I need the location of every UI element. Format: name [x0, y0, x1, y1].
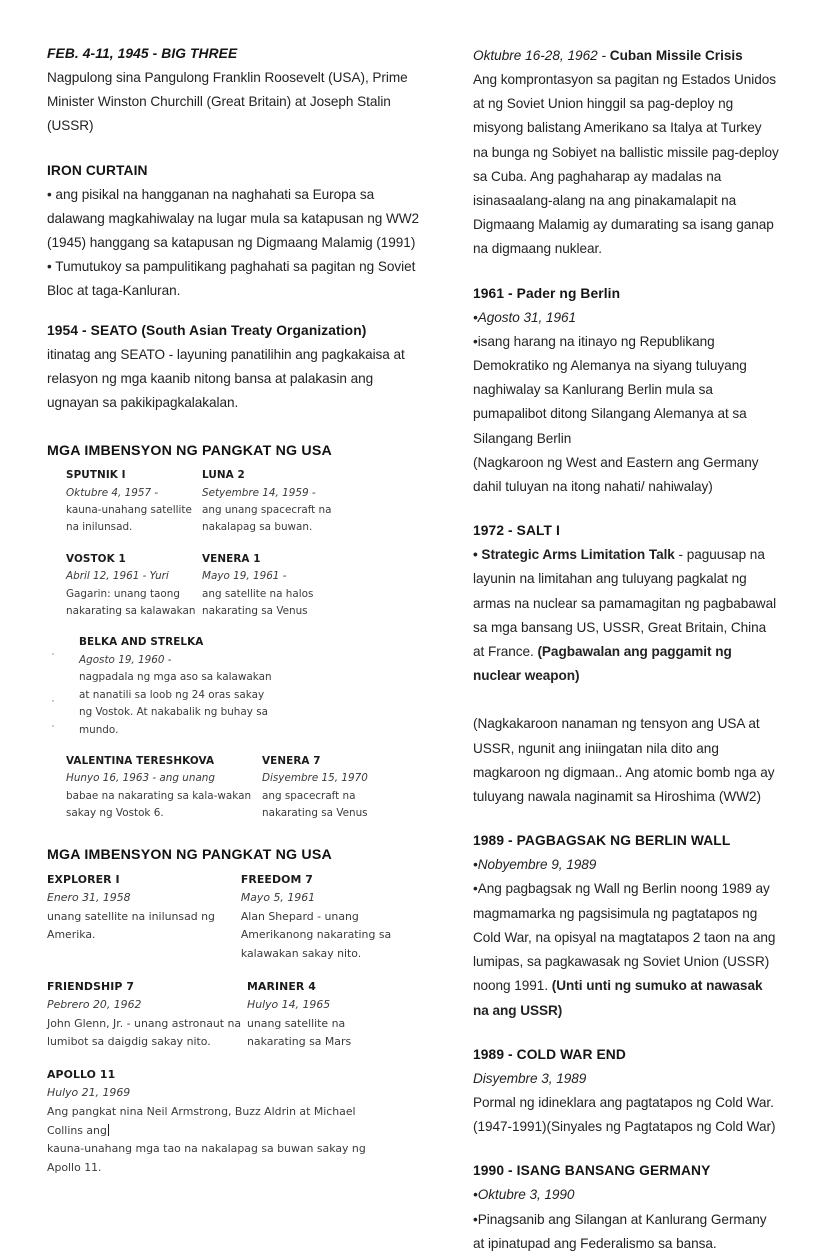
invention-cell [47, 1066, 387, 1178]
invention-description: Gagarin: unang taong nakarating sa kalawakan [66, 587, 196, 618]
table-row [47, 753, 425, 823]
section-heading-salt-one: 1972 - SALT I [473, 523, 560, 539]
inventions-grid-two [47, 871, 425, 1178]
section-heading-berlin-wall: 1989 - PAGBAGSAK NG BERLIN WALL [473, 833, 731, 849]
section-paragraph: Nagpulong sina Pangulong Franklin Roosevelt (USA), Prime Minister Winston Churchill (Great Britain) at Joseph Stalin (USSR) [47, 70, 408, 134]
table-title: MGA IMBENSYON NG PANGKAT NG USA [47, 846, 332, 863]
invention-name: VENERA 1 [202, 552, 261, 565]
invention-description [47, 1103, 387, 1140]
invention-cell [47, 978, 247, 1052]
section-paragraph: (Nagkaroon ng West and Eastern ang Germany dahil tuluyan na itong nahati/ nahiwalay) [473, 454, 759, 495]
section-salt-one [473, 521, 780, 809]
invention-date: Pebrero 20, 1962 [47, 998, 142, 1012]
section-heading-cuban-missile-crisis [473, 44, 780, 67]
section-pader-ng-berlin [473, 284, 780, 500]
section-paragraph [473, 543, 780, 688]
crisis-title: Cuban Missile Crisis [609, 48, 743, 63]
section-date-line: •Nobyembre 9, 1989 [473, 857, 597, 873]
invention-name: FRIENDSHIP 7 [47, 979, 135, 993]
invention-description-line-2: kauna-unahang mga tao na nakalapag sa buwan sakay ng Apollo 11. [47, 1142, 366, 1174]
invention-description: kauna-unahang satellite na inilunsad. [66, 504, 192, 534]
section-pagbagsak-ng-berlin-wall [473, 831, 780, 1022]
invention-cell [247, 978, 397, 1052]
section-paragraph: (Nagkakaroon nanaman ng tensyon ang USA at USSR, ngunit ang iniingatan nila dito ang magkaroon ng digmaan.. Ang atomic bomb nga ay tuluyang nawala naginamit sa Hiroshima (WW2) [473, 716, 775, 805]
invention-description-line-1: Ang pangkat nina Neil Armstrong, Buzz Aldrin at Michael Collins ang [47, 1105, 356, 1137]
section-seato [47, 321, 425, 416]
invention-date: Hulyo 21, 1969 [47, 1086, 131, 1100]
table-row [47, 1066, 425, 1178]
invention-date: Oktubre 4, 1957 - [66, 486, 159, 499]
invention-description: Alan Shepard - unang Amerikanong nakarating sa kalawakan sakay nito. [240, 909, 392, 960]
salt-body: - paguusap na layunin na limitahan ang tuluyang pagkalat ng armas na nuclear sa pamamagitan ng pagbabawal sa mga bansang US, USSR, Great Britain, China at France. [473, 547, 777, 660]
section-paragraph: itinatag ang SEATO - layuning panatilihin ang pagkakaisa at relasyon ng mga kaanib nitong bansa at palakasin ang ugnayan sa pakikipagkalakalan. [47, 346, 405, 411]
section-isang-bansang-germany [473, 1161, 780, 1256]
invention-date: Setyembre 14, 1959 - [202, 486, 316, 499]
invention-description: ang unang spacecraft na nakalapag sa buwan. [202, 504, 332, 534]
invention-cell [202, 551, 372, 621]
invention-name: VENERA 7 [262, 754, 321, 767]
wall-body: •Ang pagbagsak ng Wall ng Berlin noong 1989 ay magmamarka ng pagsisimula ng pagtatapos ng Cold War, na opisyal na magtatapos 2 taon na ang lumipas, sa pagkawasak ng Soviet Union (USSR) noong 1991. [473, 881, 776, 994]
invention-cell [66, 753, 262, 823]
salt-bold-tail: (Pagbawalan ang paggamit ng nuclear weapon) [473, 644, 732, 684]
scan-speck [52, 653, 54, 655]
section-date-line: •Oktubre 3, 1990 [473, 1187, 575, 1203]
section-paragraph: •Pinagsanib ang Silangan at Kanlurang Germany at ipinatupad ang Federalismo sa bansa. [473, 1211, 767, 1251]
invention-date: Disyembre 15, 1970 [262, 772, 368, 785]
invention-date: Mayo 19, 1961 - [202, 570, 287, 583]
wall-bold-tail: (Unti unti ng sumuko at nawasak na ang USSR) [473, 978, 763, 1018]
section-usa-inventions-table [47, 845, 425, 1178]
invention-name: VALENTINA TERESHKOVA [66, 754, 215, 767]
section-heading-pader-ng-berlin: 1961 - Pader ng Berlin [473, 285, 621, 301]
invention-description: John Glenn, Jr. - unang astronaut na lumibot sa daigdig sakay nito. [47, 1016, 242, 1049]
invention-cell [241, 871, 425, 964]
section-ussr-inventions-table [47, 441, 425, 822]
table-row [47, 978, 425, 1052]
text-cursor-caret [108, 1124, 109, 1136]
crisis-date: Oktubre 16-28, 1962 - [473, 48, 610, 63]
invention-description: nagpadala ng mga aso sa kalawakan at nanatili sa loob ng 24 oras sakay ng Vostok. At nakabalik ng buhay sa mundo. [79, 671, 272, 736]
invention-description: ang satellite na halos nakarating sa Venus [202, 587, 314, 618]
table-row [47, 467, 425, 537]
invention-description: ang spacecraft na nakarating sa Venus [262, 789, 368, 820]
section-heading-seato: 1954 - SEATO (South Asian Treaty Organization) [47, 322, 367, 338]
section-cuban-missile-crisis [473, 44, 780, 262]
invention-description: babae na nakarating sa kala-wakan sakay ng Vostok 6. [66, 789, 252, 820]
invention-name: SPUTNIK I [66, 469, 126, 482]
table-title: MGA IMBENSYON NG PANGKAT NG USA [47, 443, 332, 460]
invention-cell [202, 467, 372, 537]
left-column [47, 44, 433, 1174]
invention-cell [262, 753, 412, 823]
table-row [47, 634, 425, 738]
invention-cell [47, 871, 241, 964]
section-date-line: Disyembre 3, 1989 [473, 1070, 587, 1086]
right-column [433, 44, 780, 1251]
section-paragraph: • Tumutukoy sa pampulitikang paghahati sa pagitan ng Soviet Bloc at taga-Kanluran. [47, 259, 416, 299]
section-heading-big-three: FEB. 4-11, 1945 - BIG THREE [47, 46, 238, 61]
section-paragraph: Ang komprontasyon sa pagitan ng Estados Unidos at ng Soviet Union hinggil sa pag-deploy ng misyong balistang Amerikano sa Italya at Turkey na bunga ng Sobiyet na ballistic missile pag-deploy sa Cuba. Ang paghaharap ay madalas na isinasaalang-alang na ang pinakamalapit na Digmaang Malamig ay dumarating sa isang ganap na digmaang nuklear. [473, 72, 779, 257]
invention-description: unang satellite na nakarating sa Mars [247, 1016, 352, 1049]
section-big-three [47, 44, 425, 139]
scan-speck [52, 725, 54, 727]
invention-name: EXPLORER I [47, 872, 120, 886]
invention-cell [66, 467, 202, 537]
section-heading-iron-curtain: IRON CURTAIN [47, 162, 148, 178]
section-paragraph: •isang harang na itinayo ng Republikang Demokratiko ng Alemanya na siyang tuluyang naghiwalay sa Kanlurang Berlin mula sa pumapalibot ditong Silangang Alemanya at sa Silangang Berlin [473, 333, 747, 446]
section-paragraph: Pormal ng idineklara ang pagtatapos ng Cold War. (1947-1991)(Sinyales ng Pagtatapos ng Cold War) [473, 1094, 776, 1135]
invention-date: Mayo 5, 1961 [240, 891, 316, 905]
section-cold-war-end [473, 1045, 780, 1140]
inventions-grid-one [47, 467, 425, 822]
invention-name: VOSTOK 1 [66, 552, 126, 565]
section-date-line: •Agosto 31, 1961 [473, 309, 576, 325]
scan-speck [52, 700, 54, 702]
invention-date: Agosto 19, 1960 - [79, 653, 172, 666]
invention-date: Hunyo 16, 1963 - ang unang [66, 772, 215, 785]
invention-cell [79, 634, 279, 738]
invention-name: FREEDOM 7 [240, 872, 313, 886]
table-row [47, 551, 425, 621]
table-row [47, 871, 425, 964]
invention-name: APOLLO 11 [47, 1067, 116, 1081]
invention-date: Abril 12, 1961 - Yuri [66, 570, 169, 583]
invention-name: MARINER 4 [247, 979, 316, 993]
invention-date: Enero 31, 1958 [47, 891, 131, 905]
salt-bold-lead: • Strategic Arms Limitation Talk [473, 547, 675, 563]
invention-description: unang satellite na inilunsad ng Amerika. [47, 909, 215, 942]
invention-name: LUNA 2 [202, 469, 245, 482]
section-paragraph [473, 877, 780, 1022]
section-heading-cold-war-end: 1989 - COLD WAR END [473, 1046, 626, 1062]
invention-name: BELKA AND STRELKA [79, 636, 204, 649]
section-heading-isang-bansang-germany: 1990 - ISANG BANSANG GERMANY [473, 1163, 711, 1179]
section-paragraph: • ang pisikal na hangganan na naghahati sa Europa sa dalawang magkahiwalay na lugar mula sa katapusan ng WW2 (1945) hanggang sa katapusan ng Digmaang Malamig (1991) [47, 186, 420, 251]
invention-date: Hulyo 14, 1965 [247, 998, 331, 1012]
invention-cell [66, 551, 202, 621]
section-iron-curtain [47, 161, 425, 304]
